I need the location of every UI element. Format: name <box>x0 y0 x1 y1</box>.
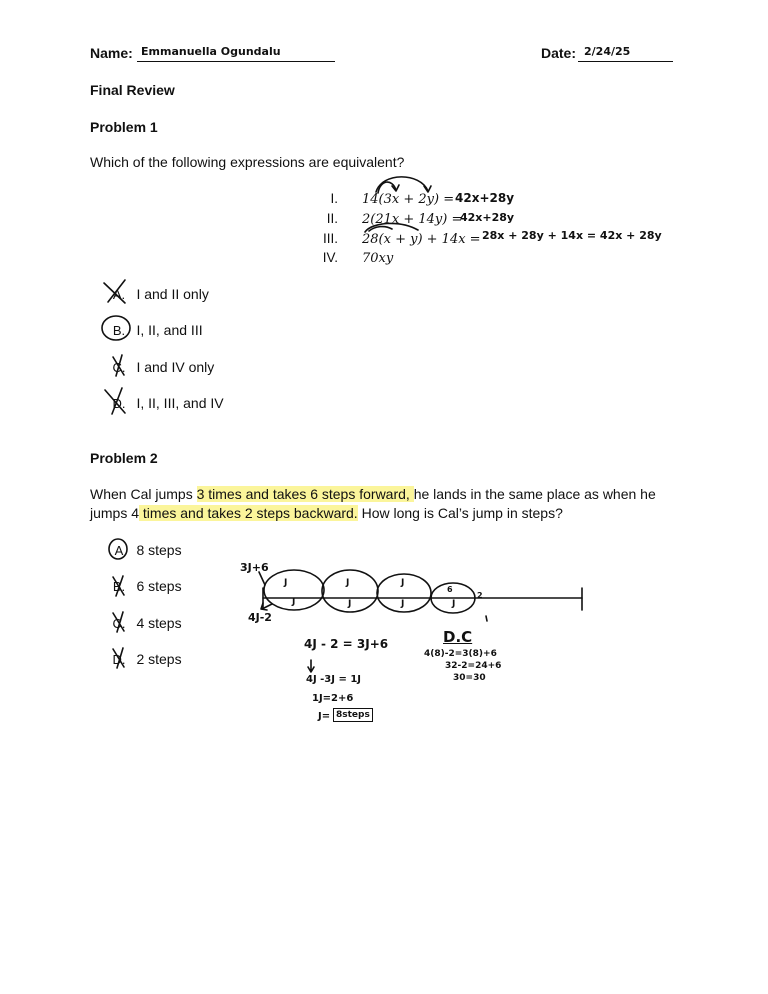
work-equation: 1J=2+6 <box>312 693 354 704</box>
option-text: 4 steps <box>136 615 182 631</box>
option-letter: C. <box>112 360 126 375</box>
problem2-heading: Problem 2 <box>90 450 158 466</box>
dc-title: D.C <box>443 628 473 646</box>
work-equation: 4J - 2 = 3J+6 <box>304 637 389 651</box>
option-letter: B. <box>112 579 126 594</box>
statement-expr: 28(x + y) + 14x = <box>362 232 481 247</box>
statement-expr: 14(3x + 2y) = <box>362 192 455 207</box>
option-letter: B. <box>112 323 126 338</box>
jump-label: J <box>284 578 288 588</box>
question-text: How long is Cal’s jump in steps? <box>357 505 563 521</box>
jump-label: J <box>346 578 350 588</box>
option-letter: A. <box>112 287 126 302</box>
work-answer-box: 8steps <box>333 708 373 722</box>
number-line-tick <box>486 616 487 621</box>
dc-line: 4(8)-2=3(8)+6 <box>424 649 497 659</box>
statement-expr: 70xy <box>362 251 394 266</box>
cross-mark <box>105 388 125 414</box>
option-letter: D. <box>112 652 126 667</box>
backward-arrow <box>259 572 265 585</box>
cross-mark <box>113 648 124 668</box>
distribution-arrow <box>376 177 428 192</box>
cross-mark <box>113 576 124 596</box>
cross-mark <box>104 280 125 303</box>
page-title: Final Review <box>90 82 175 98</box>
question-text: he lands in the same place as when he <box>413 486 656 502</box>
highlighted-text: 3 times and takes 6 steps forward, <box>196 486 414 502</box>
jump-label: J <box>292 597 296 607</box>
statement-roman: I. <box>330 191 338 206</box>
statement-roman: III. <box>322 231 338 246</box>
circle-mark <box>102 316 130 340</box>
statement-work: 42x+28y <box>455 191 515 205</box>
option-letter: A <box>114 543 124 558</box>
jump-label: 6 <box>447 585 453 594</box>
statement-work: 28x + 28y + 14x = 42x + 28y <box>482 229 662 242</box>
jump-label: J <box>452 599 456 609</box>
work-label-bottom: 4J-2 <box>248 611 272 624</box>
option-text: I and II only <box>136 286 209 302</box>
jump-arc <box>322 570 378 612</box>
date-value: 2/24/25 <box>584 45 631 58</box>
jump-arc <box>264 570 324 610</box>
statement-expr: 2(21x + 14y) = <box>362 212 463 227</box>
option-text: 6 steps <box>136 578 182 594</box>
option-text: 2 steps <box>136 651 182 667</box>
cross-mark <box>113 612 124 632</box>
statement-roman: IV. <box>322 250 338 265</box>
jump-label: J <box>401 599 405 609</box>
dc-line: 30=30 <box>453 673 486 683</box>
question-text: jumps 4 <box>90 505 140 521</box>
option-letter: C. <box>112 616 126 631</box>
jump-label: J <box>348 599 352 609</box>
jump-arc <box>377 574 431 612</box>
problem1-question: Which of the following expressions are equivalent? <box>90 154 405 170</box>
highlighted-text: times and takes 2 steps backward. <box>139 505 358 521</box>
work-label-top: 3J+6 <box>240 561 269 574</box>
option-text: I and IV only <box>136 359 215 375</box>
name-value: Emmanuella Ogundalu <box>141 45 281 58</box>
name-label: Name: <box>90 45 133 61</box>
work-equation: 4J -3J = 1J <box>306 674 362 685</box>
jump-label: J <box>401 578 405 588</box>
problem1-heading: Problem 1 <box>90 119 158 135</box>
option-text: I, II, III, and IV <box>136 395 224 411</box>
jump-label: 2 <box>477 591 483 600</box>
work-answer-prefix: J= <box>318 711 331 722</box>
option-text: 8 steps <box>136 542 182 558</box>
down-arrow <box>308 660 314 672</box>
circle-mark <box>109 539 127 559</box>
date-label: Date: <box>541 45 577 61</box>
statement-roman: II. <box>326 211 338 226</box>
option-text: I, II, and III <box>136 322 203 338</box>
dc-line: 32-2=24+6 <box>445 661 502 671</box>
statement-work: 42x+28y <box>460 211 515 224</box>
question-text: When Cal jumps <box>90 486 197 502</box>
option-letter: D. <box>112 396 126 411</box>
cross-mark <box>113 355 124 376</box>
